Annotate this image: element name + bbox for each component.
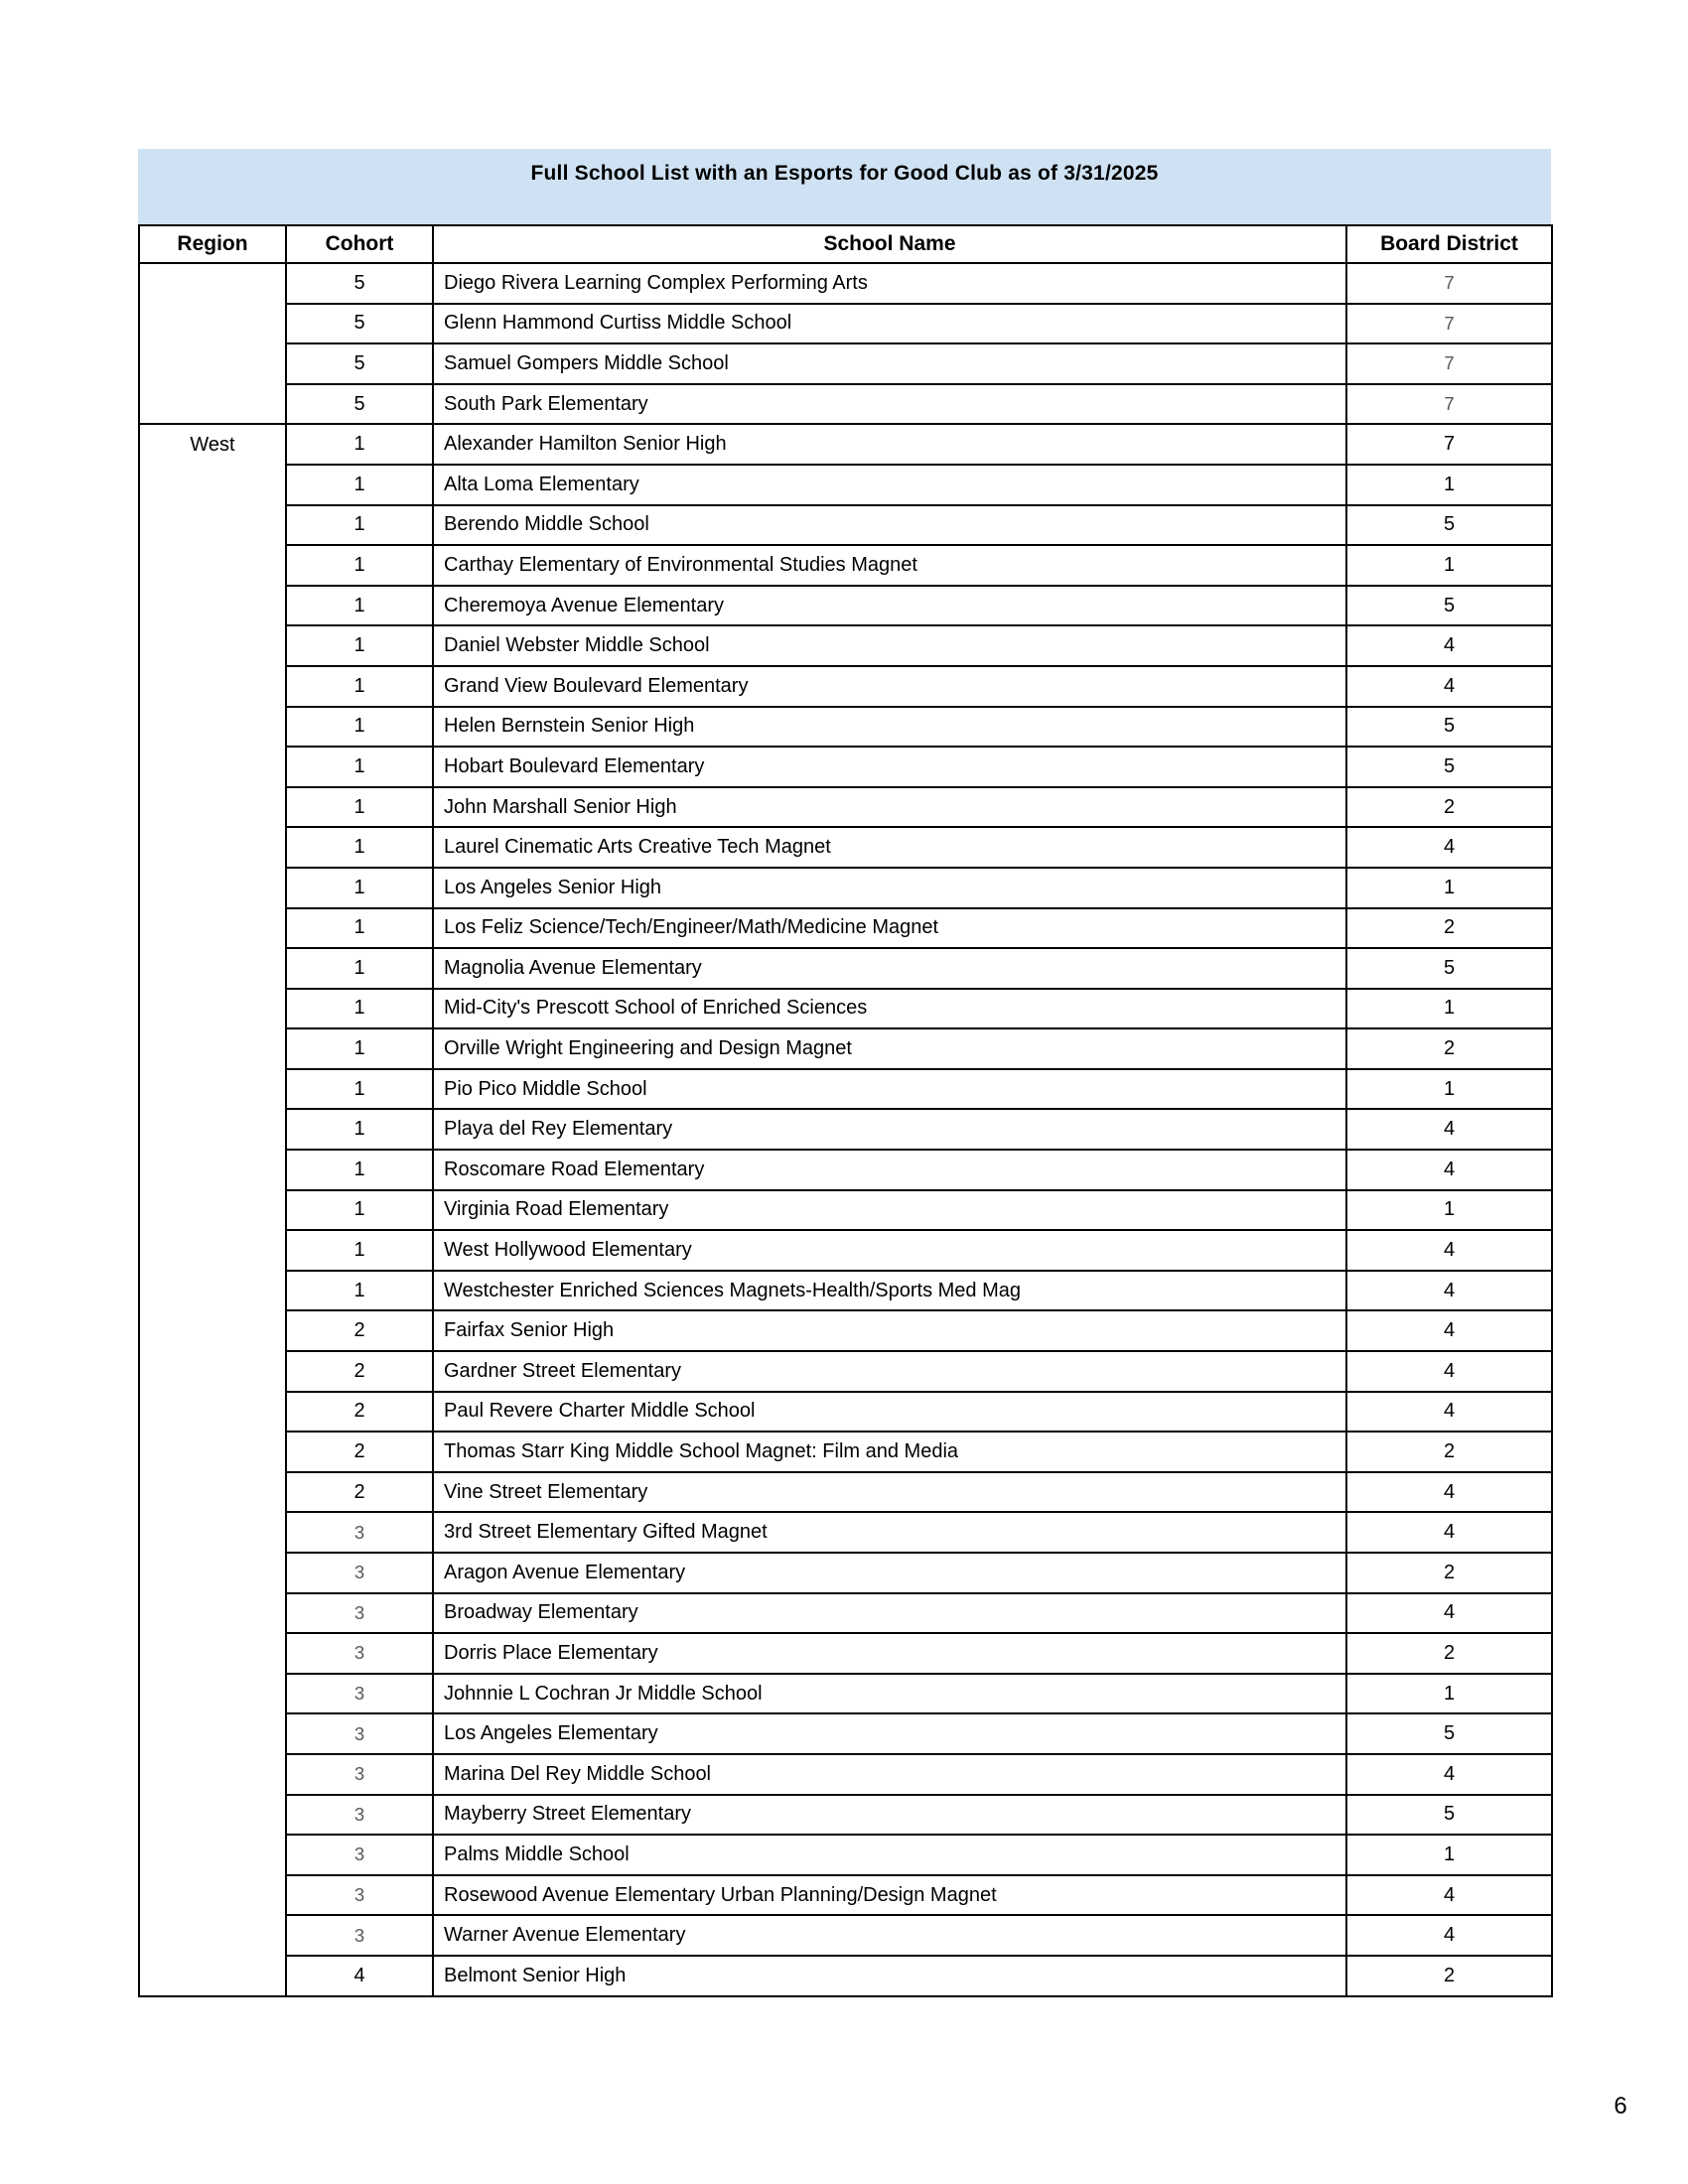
board-district-cell: 4	[1346, 1915, 1552, 1956]
table-row	[139, 1875, 1552, 1916]
board-district-cell: 7	[1346, 424, 1552, 465]
cohort-cell: 3	[286, 1593, 433, 1634]
table-row	[139, 1553, 1552, 1593]
table-row	[139, 1472, 1552, 1513]
table-title-banner	[138, 149, 1551, 224]
cohort-cell: 1	[286, 1028, 433, 1069]
table-row	[139, 1633, 1552, 1674]
board-district-cell: 2	[1346, 1633, 1552, 1674]
header-row	[139, 225, 1552, 263]
school-table-body	[139, 263, 1552, 1996]
cohort-cell: 1	[286, 868, 433, 908]
table-row	[139, 908, 1552, 949]
school-name-cell: Los Angeles Senior High	[433, 868, 1346, 908]
school-name-cell: Los Feliz Science/Tech/Engineer/Math/Medicine Magnet	[433, 908, 1346, 949]
school-name-cell: Gardner Street Elementary	[433, 1351, 1346, 1392]
cohort-cell: 2	[286, 1432, 433, 1472]
column-header-board-district: Board District	[1346, 225, 1552, 263]
cohort-cell: 1	[286, 747, 433, 787]
table-row	[139, 505, 1552, 546]
board-district-cell: 2	[1346, 1432, 1552, 1472]
cohort-cell: 3	[286, 1512, 433, 1553]
cohort-cell: 1	[286, 908, 433, 949]
table-row	[139, 1109, 1552, 1150]
school-name-cell: Fairfax Senior High	[433, 1310, 1346, 1351]
cohort-cell: 2	[286, 1310, 433, 1351]
school-name-cell: Marina Del Rey Middle School	[433, 1754, 1346, 1795]
board-district-cell: 1	[1346, 1674, 1552, 1714]
page-number: 6	[1614, 2093, 1627, 2119]
board-district-cell: 4	[1346, 1472, 1552, 1513]
school-name-cell: West Hollywood Elementary	[433, 1230, 1346, 1271]
table-row	[139, 424, 1552, 465]
school-name-cell: Belmont Senior High	[433, 1956, 1346, 1996]
board-district-cell: 5	[1346, 586, 1552, 626]
school-name-cell: Mid-City's Prescott School of Enriched Sciences	[433, 989, 1346, 1029]
cohort-cell: 2	[286, 1472, 433, 1513]
school-list-table-container	[138, 149, 1551, 1997]
school-name-cell: Carthay Elementary of Environmental Studies Magnet	[433, 545, 1346, 586]
board-district-cell: 4	[1346, 1875, 1552, 1916]
table-row	[139, 1956, 1552, 1996]
board-district-cell: 1	[1346, 1069, 1552, 1110]
board-district-cell: 2	[1346, 1956, 1552, 1996]
table-row	[139, 263, 1552, 304]
cohort-cell: 5	[286, 263, 433, 304]
cohort-cell: 5	[286, 384, 433, 425]
board-district-cell: 7	[1346, 304, 1552, 344]
cohort-cell: 3	[286, 1713, 433, 1754]
table-row	[139, 586, 1552, 626]
cohort-cell: 3	[286, 1875, 433, 1916]
board-district-cell: 4	[1346, 666, 1552, 707]
cohort-cell: 3	[286, 1795, 433, 1836]
cohort-cell: 4	[286, 1956, 433, 1996]
board-district-cell: 2	[1346, 1028, 1552, 1069]
school-name-cell: Virginia Road Elementary	[433, 1190, 1346, 1231]
cohort-cell: 1	[286, 1150, 433, 1190]
school-name-cell: Thomas Starr King Middle School Magnet: Film and Media	[433, 1432, 1346, 1472]
board-district-cell: 5	[1346, 747, 1552, 787]
table-row	[139, 545, 1552, 586]
cohort-cell: 1	[286, 424, 433, 465]
school-name-cell: Palms Middle School	[433, 1835, 1346, 1875]
table-row	[139, 1028, 1552, 1069]
cohort-cell: 3	[286, 1633, 433, 1674]
table-row	[139, 1713, 1552, 1754]
table-row	[139, 1150, 1552, 1190]
table-row	[139, 1351, 1552, 1392]
board-district-cell: 7	[1346, 343, 1552, 384]
board-district-cell: 7	[1346, 384, 1552, 425]
board-district-cell: 4	[1346, 1351, 1552, 1392]
school-name-cell: Vine Street Elementary	[433, 1472, 1346, 1513]
cohort-cell: 1	[286, 948, 433, 989]
board-district-cell: 5	[1346, 1795, 1552, 1836]
table-row	[139, 1674, 1552, 1714]
board-district-cell: 1	[1346, 545, 1552, 586]
table-row	[139, 1069, 1552, 1110]
school-name-cell: Helen Bernstein Senior High	[433, 707, 1346, 748]
cohort-cell: 2	[286, 1392, 433, 1433]
table-row	[139, 1754, 1552, 1795]
table-row	[139, 1593, 1552, 1634]
table-row	[139, 1835, 1552, 1875]
region-cell: West	[139, 424, 286, 1995]
board-district-cell: 4	[1346, 1392, 1552, 1433]
school-name-cell: Pio Pico Middle School	[433, 1069, 1346, 1110]
school-name-cell: 3rd Street Elementary Gifted Magnet	[433, 1512, 1346, 1553]
cohort-cell: 1	[286, 505, 433, 546]
cohort-cell: 1	[286, 465, 433, 505]
table-row	[139, 989, 1552, 1029]
school-name-cell: Orville Wright Engineering and Design Magnet	[433, 1028, 1346, 1069]
table-row	[139, 707, 1552, 748]
table-row	[139, 1392, 1552, 1433]
school-name-cell: Grand View Boulevard Elementary	[433, 666, 1346, 707]
school-name-cell: Alta Loma Elementary	[433, 465, 1346, 505]
column-header-cohort: Cohort	[286, 225, 433, 263]
table-row	[139, 1432, 1552, 1472]
board-district-cell: 2	[1346, 908, 1552, 949]
column-header-school-name: School Name	[433, 225, 1346, 263]
table-row	[139, 1271, 1552, 1311]
board-district-cell: 4	[1346, 1150, 1552, 1190]
school-name-cell: Diego Rivera Learning Complex Performing Arts	[433, 263, 1346, 304]
school-name-cell: Hobart Boulevard Elementary	[433, 747, 1346, 787]
cohort-cell: 1	[286, 666, 433, 707]
table-row	[139, 666, 1552, 707]
school-name-cell: Glenn Hammond Curtiss Middle School	[433, 304, 1346, 344]
school-table	[138, 224, 1553, 1997]
school-name-cell: Roscomare Road Elementary	[433, 1150, 1346, 1190]
board-district-cell: 4	[1346, 1230, 1552, 1271]
cohort-cell: 1	[286, 586, 433, 626]
school-name-cell: Samuel Gompers Middle School	[433, 343, 1346, 384]
school-name-cell: Broadway Elementary	[433, 1593, 1346, 1634]
board-district-cell: 1	[1346, 465, 1552, 505]
school-name-cell: Laurel Cinematic Arts Creative Tech Magnet	[433, 827, 1346, 868]
cohort-cell: 3	[286, 1553, 433, 1593]
school-name-cell: Paul Revere Charter Middle School	[433, 1392, 1346, 1433]
school-name-cell: Alexander Hamilton Senior High	[433, 424, 1346, 465]
school-name-cell: Berendo Middle School	[433, 505, 1346, 546]
cohort-cell: 3	[286, 1915, 433, 1956]
table-row	[139, 948, 1552, 989]
column-header-region: Region	[139, 225, 286, 263]
table-row	[139, 787, 1552, 828]
cohort-cell: 2	[286, 1351, 433, 1392]
school-name-cell: Rosewood Avenue Elementary Urban Planning/Design Magnet	[433, 1875, 1346, 1916]
table-row	[139, 747, 1552, 787]
table-row	[139, 304, 1552, 344]
board-district-cell: 5	[1346, 707, 1552, 748]
school-name-cell: Mayberry Street Elementary	[433, 1795, 1346, 1836]
board-district-cell: 1	[1346, 989, 1552, 1029]
cohort-cell: 1	[286, 1069, 433, 1110]
region-cell	[139, 263, 286, 424]
cohort-cell: 3	[286, 1835, 433, 1875]
cohort-cell: 1	[286, 707, 433, 748]
cohort-cell: 5	[286, 343, 433, 384]
board-district-cell: 4	[1346, 1593, 1552, 1634]
board-district-cell: 1	[1346, 1835, 1552, 1875]
board-district-cell: 5	[1346, 505, 1552, 546]
cohort-cell: 3	[286, 1754, 433, 1795]
board-district-cell: 4	[1346, 1109, 1552, 1150]
board-district-cell: 4	[1346, 625, 1552, 666]
cohort-cell: 1	[286, 625, 433, 666]
table-row	[139, 1190, 1552, 1231]
table-row	[139, 343, 1552, 384]
school-name-cell: Aragon Avenue Elementary	[433, 1553, 1346, 1593]
cohort-cell: 1	[286, 545, 433, 586]
school-name-cell: Dorris Place Elementary	[433, 1633, 1346, 1674]
cohort-cell: 1	[286, 827, 433, 868]
board-district-cell: 4	[1346, 1271, 1552, 1311]
school-name-cell: Cheremoya Avenue Elementary	[433, 586, 1346, 626]
cohort-cell: 1	[286, 1230, 433, 1271]
table-row	[139, 1310, 1552, 1351]
board-district-cell: 4	[1346, 1754, 1552, 1795]
board-district-cell: 4	[1346, 827, 1552, 868]
table-row	[139, 1512, 1552, 1553]
school-name-cell: South Park Elementary	[433, 384, 1346, 425]
table-row	[139, 384, 1552, 425]
table-row	[139, 1795, 1552, 1836]
board-district-cell: 1	[1346, 1190, 1552, 1231]
cohort-cell: 1	[286, 1190, 433, 1231]
school-name-cell: Playa del Rey Elementary	[433, 1109, 1346, 1150]
board-district-cell: 1	[1346, 868, 1552, 908]
cohort-cell: 1	[286, 787, 433, 828]
table-row	[139, 465, 1552, 505]
board-district-cell: 7	[1346, 263, 1552, 304]
board-district-cell: 4	[1346, 1310, 1552, 1351]
school-name-cell: Daniel Webster Middle School	[433, 625, 1346, 666]
table-row	[139, 868, 1552, 908]
board-district-cell: 5	[1346, 948, 1552, 989]
school-name-cell: Los Angeles Elementary	[433, 1713, 1346, 1754]
table-title: Full School List with an Esports for Good Club as of 3/31/2025	[530, 162, 1159, 185]
board-district-cell: 2	[1346, 787, 1552, 828]
school-name-cell: John Marshall Senior High	[433, 787, 1346, 828]
school-name-cell: Johnnie L Cochran Jr Middle School	[433, 1674, 1346, 1714]
school-name-cell: Westchester Enriched Sciences Magnets-Health/Sports Med Mag	[433, 1271, 1346, 1311]
table-row	[139, 625, 1552, 666]
board-district-cell: 5	[1346, 1713, 1552, 1754]
cohort-cell: 1	[286, 1109, 433, 1150]
cohort-cell: 1	[286, 1271, 433, 1311]
table-row	[139, 827, 1552, 868]
school-name-cell: Warner Avenue Elementary	[433, 1915, 1346, 1956]
table-row	[139, 1230, 1552, 1271]
cohort-cell: 3	[286, 1674, 433, 1714]
table-row	[139, 1915, 1552, 1956]
board-district-cell: 4	[1346, 1512, 1552, 1553]
school-name-cell: Magnolia Avenue Elementary	[433, 948, 1346, 989]
cohort-cell: 1	[286, 989, 433, 1029]
board-district-cell: 2	[1346, 1553, 1552, 1593]
cohort-cell: 5	[286, 304, 433, 344]
